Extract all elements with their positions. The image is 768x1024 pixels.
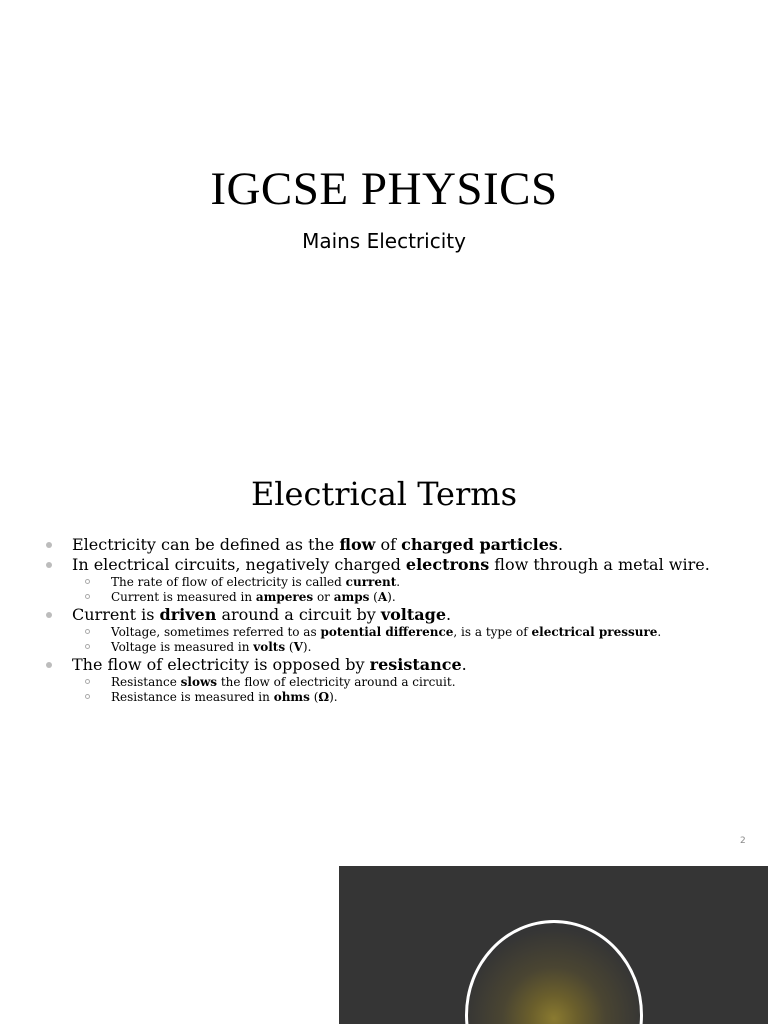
bullet-item (42, 605, 742, 625)
text-run: In electrical circuits, negatively charged (72, 555, 406, 574)
sub-bullet-item (42, 690, 742, 705)
text-run: Voltage, sometimes referred to as (111, 625, 321, 639)
bullet-ring-icon (85, 579, 90, 584)
sub-bullet-item (42, 625, 742, 640)
text-run: . (446, 605, 452, 624)
text-run: the flow of electricity around a circuit. (217, 675, 456, 689)
bold-term: amps (333, 590, 370, 604)
text-run: ( (309, 690, 319, 704)
text-run: ). (329, 690, 338, 704)
bold-term: driven (159, 605, 217, 624)
text-run: . (396, 575, 401, 589)
bold-term: charged particles (401, 535, 558, 554)
bold-term: V (293, 640, 303, 654)
bullet-ring-icon (85, 594, 90, 599)
image-slide (339, 866, 768, 1024)
slide-subtitle: Mains Electricity (302, 229, 466, 253)
bold-term: electrons (405, 555, 490, 574)
text-run: ). (302, 640, 312, 654)
sub-bullet-item (42, 640, 742, 655)
bold-term: current (345, 575, 397, 589)
text-run: Voltage is measured in (111, 640, 254, 654)
bullet-item (42, 655, 742, 675)
text-run: ( (285, 640, 294, 654)
text-run: . (657, 625, 662, 639)
bold-term: Ω (318, 690, 330, 704)
bullet-item (42, 535, 742, 555)
bold-term: volts (253, 640, 286, 654)
title-slide (0, 0, 768, 430)
text-run: . (461, 655, 467, 674)
bullet-dot-icon (46, 542, 52, 548)
bullet-dot-icon (46, 662, 52, 668)
text-run: The rate of flow of electricity is called (111, 575, 346, 589)
bullet-dot-icon (46, 562, 52, 568)
bold-term: ohms (273, 690, 310, 704)
bold-term: flow (339, 535, 376, 554)
text-run: ). (387, 590, 396, 604)
electrical-terms-slide (0, 430, 768, 850)
bullet-list (42, 535, 742, 705)
text-run: . (557, 535, 564, 554)
text-run: around a circuit by (216, 605, 381, 624)
bullet-dot-icon (46, 612, 52, 618)
text-run: Current is measured in (111, 590, 256, 604)
text-run: flow through a metal wire. (489, 555, 710, 574)
sub-bullet-item (42, 590, 742, 605)
sub-bullet-item (42, 675, 742, 690)
light-bulb-icon (465, 920, 643, 1024)
bold-term: voltage (380, 605, 446, 624)
bold-term: A (377, 590, 388, 604)
text-run: of (375, 535, 402, 554)
page-number: 2 (740, 836, 746, 846)
text-run: , is a type of (453, 625, 532, 639)
text-run: The flow of electricity is opposed by (72, 655, 370, 674)
bullet-ring-icon (85, 629, 90, 634)
bullet-item (42, 555, 742, 575)
bold-term: slows (180, 675, 218, 689)
slide-title: IGCSE PHYSICS (210, 163, 558, 215)
slide-heading: Electrical Terms (250, 475, 518, 513)
text-run: ( (369, 590, 378, 604)
text-run: Resistance is measured in (111, 690, 274, 704)
bullet-ring-icon (85, 644, 90, 649)
text-run: or (313, 590, 334, 604)
bold-term: potential difference (320, 625, 454, 639)
text-run: Electricity can be defined as the (72, 535, 340, 554)
bold-term: resistance (369, 655, 462, 674)
bullet-ring-icon (85, 694, 90, 699)
bullet-ring-icon (85, 679, 90, 684)
text-run: Resistance (111, 675, 181, 689)
sub-bullet-item (42, 575, 742, 590)
bold-term: electrical pressure (531, 625, 658, 639)
bold-term: amperes (255, 590, 314, 604)
text-run: Current is (72, 605, 160, 624)
